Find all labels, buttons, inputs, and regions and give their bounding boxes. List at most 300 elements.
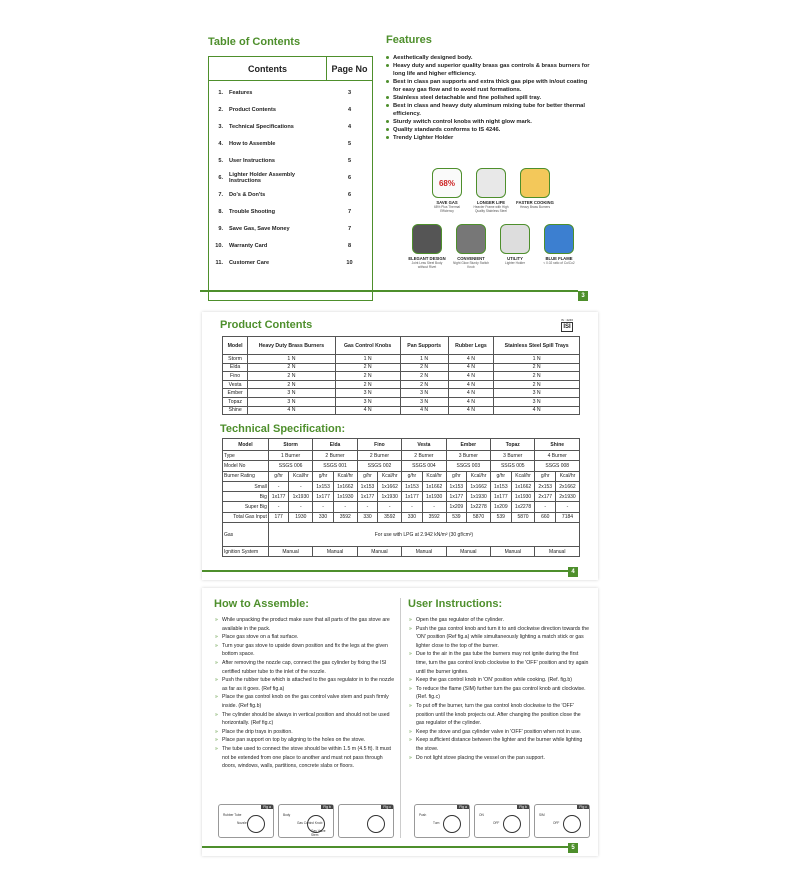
toc-title: Table of Contents <box>208 36 301 48</box>
table-cell: 1x209 <box>446 502 467 512</box>
column-divider <box>400 598 401 838</box>
table-cell: 1 N <box>494 355 580 364</box>
unit-cell: Kcal/hr <box>467 471 491 481</box>
table-cell: 330 <box>313 512 334 522</box>
column-header: Pan Supports <box>400 337 448 355</box>
toc-page: 4 <box>347 123 352 130</box>
feature-item: Sturdy switch control knobs with night glow mark. <box>386 118 596 126</box>
toc-entry: Do's & Don'ts <box>229 191 266 198</box>
table-cell: 1x1930 <box>333 492 357 502</box>
tech-spec-title: Technical Specification: <box>220 423 346 435</box>
column-header: Topaz <box>491 439 535 451</box>
isi-logo-icon: ISI <box>561 322 573 332</box>
badge-title: LONGER LIFE <box>476 200 506 205</box>
table-cell: Manual <box>313 547 357 557</box>
figure-illustration-icon <box>443 815 461 833</box>
toc-page: 10 <box>346 259 353 266</box>
toc-rows <box>209 81 372 271</box>
table-cell: 1x177 <box>446 492 467 502</box>
table-cell: 4 N <box>448 397 494 406</box>
toc-entry: Save Gas, Save Money <box>229 225 290 232</box>
figure-label: Fig a <box>459 805 467 809</box>
assemble-step: » Place gas stove on a flat surface. <box>214 633 396 642</box>
table-cell: 1x177 <box>491 492 512 502</box>
badge-value: 68% <box>438 178 455 188</box>
table-cell: 1 N <box>335 355 400 364</box>
table-cell: 330 <box>357 512 378 522</box>
table-cell: Ember <box>223 389 248 398</box>
lighter-icon <box>500 224 530 254</box>
table-cell: 4 N <box>448 406 494 415</box>
column-header: Shine <box>535 439 580 451</box>
table-cell: 3592 <box>422 512 446 522</box>
unit-cell: g/hr <box>535 471 556 481</box>
table-cell: Total Gas Input <box>223 512 269 522</box>
table-cell: 4 N <box>448 363 494 372</box>
table-cell: 1x153 <box>357 481 378 491</box>
instructions-section <box>408 598 590 762</box>
table-cell: Manual <box>357 547 401 557</box>
column-header: Heavy Duty Brass Burners <box>248 337 335 355</box>
table-cell: 4 N <box>448 372 494 381</box>
table-cell: 1x1662 <box>467 481 491 491</box>
save-gas-icon <box>432 168 462 198</box>
product-contents-title: Product Contents <box>220 319 313 331</box>
table-cell: Type <box>223 451 269 461</box>
table-row <box>223 492 580 502</box>
unit-cell: g/hr <box>402 471 423 481</box>
figure-label: Fig c <box>383 805 391 809</box>
table-cell: 1 Burner <box>268 451 312 461</box>
table-cell: 1x153 <box>402 481 423 491</box>
table-cell: 2 N <box>335 380 400 389</box>
column-header: Elda <box>313 439 357 451</box>
table-cell: 4 N <box>400 406 448 415</box>
feature-badge <box>496 224 534 269</box>
table-cell: 4 N <box>448 380 494 389</box>
assemble-figure <box>338 804 394 838</box>
table-cell: 5870 <box>511 512 535 522</box>
stove-icon <box>412 224 442 254</box>
table-cell: 3 N <box>335 389 400 398</box>
toc-row <box>209 237 372 254</box>
table-cell: 3 N <box>335 397 400 406</box>
table-cell: 1x1930 <box>511 492 535 502</box>
assemble-figure <box>278 804 334 838</box>
table-cell: Big <box>223 492 269 502</box>
table-cell: 2 Burner <box>402 451 446 461</box>
badge-title: FASTER COOKING <box>516 200 554 205</box>
table-cell: 2 N <box>400 363 448 372</box>
table-cell: 4 N <box>448 389 494 398</box>
table-cell: 3 N <box>494 397 580 406</box>
figure-label: Fig b <box>323 805 331 809</box>
instruction-figure <box>534 804 590 838</box>
table-cell: 1x2278 <box>511 502 535 512</box>
table-row <box>223 355 580 364</box>
table-cell: 2 N <box>248 363 335 372</box>
table-cell: 1x1662 <box>422 481 446 491</box>
table-cell: 1x1662 <box>378 481 402 491</box>
page-number: 5 <box>568 843 578 853</box>
badge-title: CONVENIENT <box>457 256 485 261</box>
figure-illustration-icon <box>563 815 581 833</box>
instruction-step: » Keep the gas control knob in 'ON' position while cooking. (Ref. fig.b) <box>408 676 590 685</box>
table-cell: 3592 <box>333 512 357 522</box>
page-toc-features <box>200 28 600 306</box>
table-cell: 1x1662 <box>511 481 535 491</box>
assemble-step: » The tube used to connect the stove should be within 1.5 m (4.5 ft). It must not be extended from one place to another and must not pass through doors, windows, walls, partitions, concrete slabs or floors. <box>214 745 396 771</box>
table-cell: 1x1930 <box>289 492 313 502</box>
page-contents-spec <box>202 312 598 580</box>
unit-cell: g/hr <box>446 471 467 481</box>
table-row <box>223 397 580 406</box>
table-cell: 1x1930 <box>422 492 446 502</box>
assemble-list <box>214 616 396 771</box>
figure-label: Fig c <box>579 805 587 809</box>
figure-callout: SIM <box>539 813 545 817</box>
figure-callout: OFF <box>553 821 560 825</box>
figure-callout: Turn <box>433 821 440 825</box>
figure-callout: Push <box>419 813 427 817</box>
table-cell: - <box>289 481 313 491</box>
toc-entry: Trouble Shooting <box>229 208 275 215</box>
table-cell: 3 Burner <box>446 451 490 461</box>
figure-callout: Nozzle <box>237 821 247 825</box>
table-cell: 2 N <box>494 363 580 372</box>
table-cell: Super Big <box>223 502 269 512</box>
table-cell: 3 N <box>248 389 335 398</box>
toc-page: 7 <box>347 208 352 215</box>
badge-desc: < 0.02 ratio of Co/Co2 <box>543 261 575 265</box>
assemble-step: » While unpacking the product make sure that all parts of the gas stove are available in the pack. <box>214 616 396 633</box>
toc-page: 7 <box>347 225 352 232</box>
table-cell: 7184 <box>555 512 579 522</box>
toc-number: 10. <box>215 242 223 249</box>
table-cell: SSGS 003 <box>446 461 490 471</box>
table-cell: 4 N <box>248 406 335 415</box>
figure-illustration-icon <box>367 815 385 833</box>
table-cell: Burner Rating <box>223 471 269 481</box>
badge-desc: Night Glow Sturdy Switch Knob <box>453 261 489 269</box>
assemble-step: » Place the drip trays in position. <box>214 728 396 737</box>
figure-illustration-icon <box>503 815 521 833</box>
toc-page: 5 <box>347 157 352 164</box>
feature-badge <box>452 224 490 269</box>
toc-col-page: Page No <box>331 63 368 74</box>
column-header: Stainless Steel Spill Trays <box>494 337 580 355</box>
unit-cell: g/hr <box>491 471 512 481</box>
feature-badge <box>540 224 578 269</box>
table-cell: 2x1662 <box>555 481 579 491</box>
feature-badges-row1 <box>428 168 554 213</box>
table-cell: Manual <box>491 547 535 557</box>
table-row <box>223 439 580 451</box>
badge-desc: Heavy Brass Burners <box>519 205 551 209</box>
instruction-step: » Keep sufficient distance between the lighter and the burner while lighting the stove. <box>408 736 590 753</box>
column-header: Model <box>223 439 269 451</box>
table-cell: SSGS 006 <box>268 461 312 471</box>
footer-line <box>202 570 568 572</box>
toc-page: 8 <box>347 242 352 249</box>
assemble-figure <box>218 804 274 838</box>
table-cell: Storm <box>223 355 248 364</box>
table-row <box>223 523 580 547</box>
table-cell: 1x177 <box>357 492 378 502</box>
badge-title: ELEGANT DESIGN <box>408 256 446 261</box>
column-header: Vesta <box>402 439 446 451</box>
page-number: 3 <box>578 291 588 301</box>
toc-number: 5. <box>218 157 223 164</box>
table-cell: 1x1662 <box>333 481 357 491</box>
table-cell: 2 N <box>335 363 400 372</box>
toc-row <box>209 118 372 135</box>
table-cell: 2x153 <box>535 481 556 491</box>
assemble-step: » Place pan support on top by aligning to the holes on the stove. <box>214 736 396 745</box>
assemble-step: » Turn your gas stove to upside down position and fix the legs at the given bottom space. <box>214 642 396 659</box>
table-cell: 2 N <box>400 372 448 381</box>
table-cell: - <box>422 502 446 512</box>
table-cell: - <box>333 502 357 512</box>
table-cell: 1x1930 <box>378 492 402 502</box>
column-header: Rubber Legs <box>448 337 494 355</box>
table-cell: 1 N <box>248 355 335 364</box>
figure-callout: Gas Control Knob <box>297 821 323 825</box>
page-number: 4 <box>568 567 578 577</box>
column-header: Fino <box>357 439 401 451</box>
table-cell: 4 N <box>448 355 494 364</box>
table-cell: For use with LPG at 2.942 kN/m² (30 gf/cm²) <box>268 523 579 547</box>
table-cell: 4 N <box>335 406 400 415</box>
table-cell: Vesta <box>223 380 248 389</box>
column-header: Model <box>223 337 248 355</box>
table-row <box>223 471 580 481</box>
toc-entry: Lighter Holder Assembly Instructions <box>229 171 295 184</box>
toc-row <box>209 203 372 220</box>
toc-number: 9. <box>218 225 223 232</box>
assemble-section <box>214 598 396 771</box>
toc-row <box>209 152 372 169</box>
unit-cell: g/hr <box>357 471 378 481</box>
table-cell: Shine <box>223 406 248 415</box>
table-row <box>223 406 580 415</box>
table-cell: 5870 <box>467 512 491 522</box>
assemble-figures <box>218 804 394 838</box>
table-cell: Ignition System <box>223 547 269 557</box>
figure-label: Fig a <box>263 805 271 809</box>
table-cell: 2x1930 <box>555 492 579 502</box>
table-cell: 2x177 <box>535 492 556 502</box>
assemble-step: » Push the rubber tube which is attached to the gas regulator in to the nozzle as far as it goes. (Ref fig.a) <box>214 676 396 693</box>
column-header: Ember <box>446 439 490 451</box>
table-cell: SSGS 008 <box>535 461 580 471</box>
table-row <box>223 389 580 398</box>
feature-badge <box>408 224 446 269</box>
toc-number: 2. <box>218 106 223 113</box>
table-cell: - <box>535 502 556 512</box>
assemble-title: How to Assemble: <box>214 598 309 610</box>
toc-row <box>209 101 372 118</box>
table-row <box>223 481 580 491</box>
feature-item: Heavy duty and superior quality brass gas controls & brass burners for long life and higher efficiency. <box>386 62 596 78</box>
table-cell: 1x2278 <box>467 502 491 512</box>
tech-spec-table <box>222 438 580 557</box>
unit-cell: Kcal/hr <box>511 471 535 481</box>
table-cell: Manual <box>402 547 446 557</box>
table-cell: 1x153 <box>446 481 467 491</box>
instructions-title: User Instructions: <box>408 598 503 610</box>
table-cell: - <box>555 502 579 512</box>
badge-desc: Joint Less Steel Body without Rivet <box>411 261 443 269</box>
blue-flame-icon <box>544 224 574 254</box>
badge-desc: Lighter Holder <box>504 261 526 265</box>
instruction-step: » Open the gas regulator of the cylinder. <box>408 616 590 625</box>
unit-cell: g/hr <box>268 471 289 481</box>
table-cell: SSGS 004 <box>402 461 446 471</box>
toc-entry: Features <box>229 89 253 96</box>
table-row <box>223 451 580 461</box>
longer-life-icon <box>476 168 506 198</box>
features-list <box>386 54 596 142</box>
badge-title: BLUE FLAME <box>545 256 573 261</box>
table-cell: 3 Burner <box>491 451 535 461</box>
instruction-step: » Keep the stove and gas cylinder valve in 'OFF' position when not in use. <box>408 728 590 737</box>
table-cell: 1x177 <box>402 492 423 502</box>
isi-mark <box>556 318 578 332</box>
badge-desc: Heavier Frame with High Quality Stainless Steel <box>473 205 509 213</box>
toc-row <box>209 186 372 203</box>
toc-entry: Product Contents <box>229 106 276 113</box>
figure-callout: Gas Valve Stem <box>311 829 326 837</box>
toc-header <box>209 57 372 81</box>
table-cell: 1x1930 <box>467 492 491 502</box>
toc-number: 7. <box>218 191 223 198</box>
features-title: Features <box>386 34 432 46</box>
instruction-step: » Due to the air in the gas tube the burners may not ignite during the first time, turn the gas control knob clockwise to the 'OFF' position and try again until the burner ignites. <box>408 650 590 676</box>
table-cell: 3 N <box>494 389 580 398</box>
table-cell: 660 <box>535 512 556 522</box>
table-cell: - <box>268 502 289 512</box>
unit-cell: Kcal/hr <box>333 471 357 481</box>
table-row <box>223 380 580 389</box>
toc-entry: Warranty Card <box>229 242 268 249</box>
instruction-step: » Do not light stove placing the vessel on the pan support. <box>408 754 590 763</box>
feature-item: Best in class and heavy duty aluminum mixing tube for better thermal efficiency. <box>386 102 596 118</box>
toc-row <box>209 84 372 101</box>
unit-cell: g/hr <box>313 471 334 481</box>
toc-col-contents: Contents <box>209 57 327 80</box>
table-row <box>223 372 580 381</box>
badge-title: SAVE GAS <box>436 200 458 205</box>
assemble-step: » After removing the nozzle cap, connect the gas cylinder by fixing the ISI certified rubber tube to the inlet of the nozzle. <box>214 659 396 676</box>
table-cell: SSGS 005 <box>491 461 535 471</box>
instruction-figure <box>414 804 470 838</box>
table-cell: - <box>268 481 289 491</box>
table-cell: - <box>357 502 378 512</box>
toc-page: 6 <box>347 174 352 181</box>
table-cell: 2 N <box>494 380 580 389</box>
column-header: Storm <box>268 439 312 451</box>
assemble-step: » Place the gas control knob on the gas control valve stem and push firmly inside. (Ref fig.b) <box>214 693 396 710</box>
table-row <box>223 547 580 557</box>
feature-item: Aesthetically designed body. <box>386 54 596 62</box>
feature-badges-row2 <box>408 224 578 269</box>
table-cell: Manual <box>268 547 312 557</box>
table-cell: 1x209 <box>491 502 512 512</box>
table-cell: 2 N <box>248 372 335 381</box>
toc-number: 1. <box>218 89 223 96</box>
feature-badge <box>516 168 554 213</box>
table-cell: Model No <box>223 461 269 471</box>
figure-callout: OFF <box>493 821 500 825</box>
table-cell: 2 N <box>248 380 335 389</box>
instructions-list <box>408 616 590 762</box>
toc-row <box>209 135 372 152</box>
table-cell: 1 N <box>400 355 448 364</box>
assemble-step: » The cylinder should be always in vertical position and should not be used horizontally. (Ref fig.c) <box>214 711 396 728</box>
column-header: Gas Control Knobs <box>335 337 400 355</box>
figure-callout: Rubber Tube <box>223 813 242 817</box>
table-cell: - <box>402 502 423 512</box>
table-cell: 539 <box>491 512 512 522</box>
table-cell: 3 N <box>400 389 448 398</box>
instruction-figures <box>414 804 590 838</box>
toc-table <box>208 56 373 301</box>
toc-number: 8. <box>218 208 223 215</box>
table-cell: 4 Burner <box>535 451 580 461</box>
figure-illustration-icon <box>247 815 265 833</box>
table-cell: Elda <box>223 363 248 372</box>
table-cell: 4 N <box>494 406 580 415</box>
badge-title: UTILITY <box>507 256 523 261</box>
table-cell: 1x153 <box>491 481 512 491</box>
toc-number: 11. <box>215 259 223 266</box>
table-cell: SSGS 002 <box>357 461 401 471</box>
toc-page: 4 <box>347 106 352 113</box>
table-cell: Topaz <box>223 397 248 406</box>
feature-badge <box>472 168 510 213</box>
toc-page: 6 <box>347 191 352 198</box>
table-cell: Fino <box>223 372 248 381</box>
toc-page: 5 <box>347 140 352 147</box>
table-cell: - <box>378 502 402 512</box>
feature-item: Best in class pan supports and extra thick gas pipe with in/out coating for easy gas flow and to avoid rust formations. <box>386 78 596 94</box>
product-contents-table <box>222 336 580 415</box>
table-row <box>223 512 580 522</box>
table-cell: 2 N <box>494 372 580 381</box>
unit-cell: Kcal/hr <box>555 471 579 481</box>
table-cell: 177 <box>268 512 289 522</box>
toc-entry: How to Assemble <box>229 140 276 147</box>
table-cell: 3592 <box>378 512 402 522</box>
table-cell: 2 Burner <box>313 451 357 461</box>
table-cell: - <box>313 502 334 512</box>
feature-item: Quality standards conforms to IS 4246. <box>386 126 596 134</box>
isi-standard: IS : 4246 <box>560 318 573 322</box>
instruction-step: » To reduce the flame (SIM) further turn the gas control knob anti clockwise. (Ref. fig.c) <box>408 685 590 702</box>
table-cell: Manual <box>446 547 490 557</box>
toc-entry: Customer Care <box>229 259 270 266</box>
features-section <box>386 34 596 142</box>
table-header-row <box>223 337 580 355</box>
unit-cell: Kcal/hr <box>422 471 446 481</box>
toc-row <box>209 169 372 186</box>
table-cell: 330 <box>402 512 423 522</box>
table-row <box>223 363 580 372</box>
table-cell: 1x177 <box>313 492 334 502</box>
table-cell: 2 Burner <box>357 451 401 461</box>
instruction-step: » To put off the burner, turn the gas control knob clockwise to the 'OFF' position until the knob projects out. After changing the position close the gas regulator of the cylinder. <box>408 702 590 728</box>
